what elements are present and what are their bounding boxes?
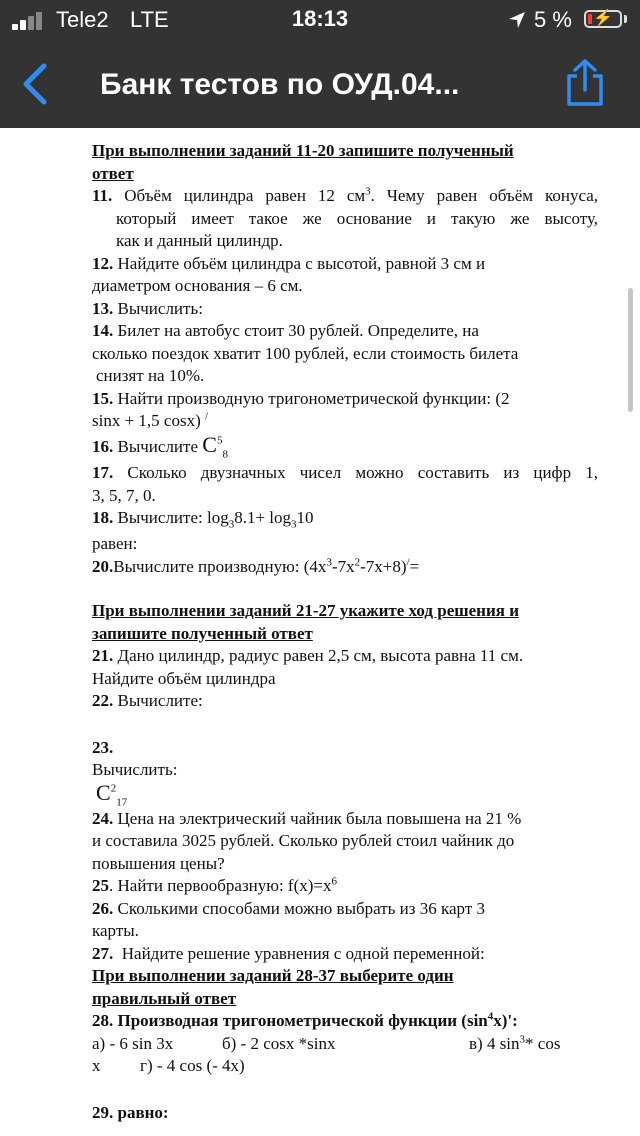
question-13: 13. Вычислить: bbox=[92, 298, 203, 318]
question-16: 16. Вычислите $C^5_8$ bbox=[92, 432, 228, 461]
question-14-line3: снизят на 10%. bbox=[96, 366, 205, 385]
question-27: 27. Найдите решение уравнения с одной переменной: bbox=[92, 943, 485, 963]
question-24: 24. Цена на электрический чайник была повышена на 21 % bbox=[92, 808, 522, 828]
section-header-21-27-cont: запишите полученный ответ bbox=[92, 623, 313, 643]
question-15-line2: sinx + 1,5 cosx) / bbox=[92, 410, 209, 430]
question-24-line3: повышения цены? bbox=[92, 853, 225, 873]
question-18: 18. Вычислите: $\log_38.1+ \log_310$ bbox=[92, 508, 314, 531]
question-17: 17. Сколько двузначных чисел можно составить из цифр 1, bbox=[92, 463, 598, 482]
question-23: Вычислить: bbox=[92, 760, 178, 779]
question-11: 11. Объём цилиндра равен 12 $см^3$. Чему равен объём конуса, bbox=[92, 185, 598, 205]
question-23-formula: $C^2_{17}$ bbox=[96, 779, 128, 808]
battery-percent: 5 % bbox=[534, 7, 572, 32]
question-21-line2: Найдите объём цилиндра bbox=[92, 668, 276, 688]
question-23-number: 23. bbox=[92, 737, 114, 757]
question-24-line2: и составила 3025 рублей. Сколько рублей стоил чайник до bbox=[92, 831, 515, 850]
question-12-line2: диаметром основания – 6 см. bbox=[92, 276, 303, 295]
question-14: 14. Билет на автобус стоит 30 рублей. Определите, на bbox=[92, 321, 479, 340]
navigation-bar bbox=[0, 40, 640, 128]
network-label: LTE bbox=[130, 7, 169, 32]
status-bar bbox=[0, 0, 640, 40]
question-15: 15. Найти производную тригонометрической функции: (2 bbox=[92, 388, 510, 408]
clock: 18:13 bbox=[291, 6, 349, 31]
section-header-28-37: При выполнении заданий 28-37 выберите один bbox=[92, 966, 454, 985]
carrier-label: Tele2 bbox=[56, 7, 109, 32]
scrollbar[interactable] bbox=[628, 288, 633, 412]
question-26: 26. Сколькими способами можно выбрать из 36 карт 3 bbox=[92, 898, 486, 918]
question-20: 20.Вычислите производную: $(4x^3-7x^2-7x+8)^/=$ bbox=[92, 555, 420, 576]
battery-icon: ⚡ bbox=[584, 10, 622, 28]
question-22: 22. Вычислите: bbox=[92, 691, 203, 710]
back-chevron-icon[interactable] bbox=[16, 62, 60, 106]
section-header-21-27: При выполнении заданий 21-27 укажите ход решения и bbox=[92, 601, 519, 620]
question-11-line3: как и данный цилиндр. bbox=[116, 231, 283, 250]
battery-cap bbox=[624, 15, 627, 23]
page-title: Банк тестов по ОУД.04... bbox=[100, 68, 460, 101]
question-25: 25. Найти первообразную: $f(x)=x^6$ bbox=[92, 875, 338, 895]
question-18-line2: равен: bbox=[92, 534, 138, 553]
question-28-options-line2: x г) - 4 cos (- 4x) bbox=[92, 1056, 245, 1075]
share-icon[interactable] bbox=[563, 58, 607, 108]
question-26-line2: карты. bbox=[92, 921, 139, 940]
question-29: 29. равно: bbox=[92, 1102, 169, 1122]
question-14-line2: сколько поездок хватит 100 рублей, если стоимость билета bbox=[92, 343, 519, 363]
question-17-line2: 3, 5, 7, 0. bbox=[92, 485, 156, 505]
document-content bbox=[92, 140, 598, 1124]
location-arrow-icon bbox=[508, 11, 526, 29]
section-header-28-37-cont: правильный ответ bbox=[92, 988, 237, 1008]
question-28-options: а) - 6 sin 3x б) - 2 cosx *sinx в) 4 $\sin^3*$ cos bbox=[92, 1032, 561, 1053]
section-header-11-20-cont: ответ bbox=[92, 163, 134, 183]
question-28: 28. Производная тригонометрической функции $(\sin^4x)'$: bbox=[92, 1010, 518, 1030]
section-header-11-20: При выполнении заданий 11-20 запишите полученный bbox=[92, 141, 514, 160]
question-11-line2: который имеет такое же основание и такую же высоту, bbox=[116, 208, 598, 228]
question-21: 21. Дано цилиндр, радиус равен 2,5 см, высота равна 11 см. bbox=[92, 646, 524, 665]
question-12: 12. Найдите объём цилиндра с высотой, равной 3 см и bbox=[92, 253, 486, 273]
